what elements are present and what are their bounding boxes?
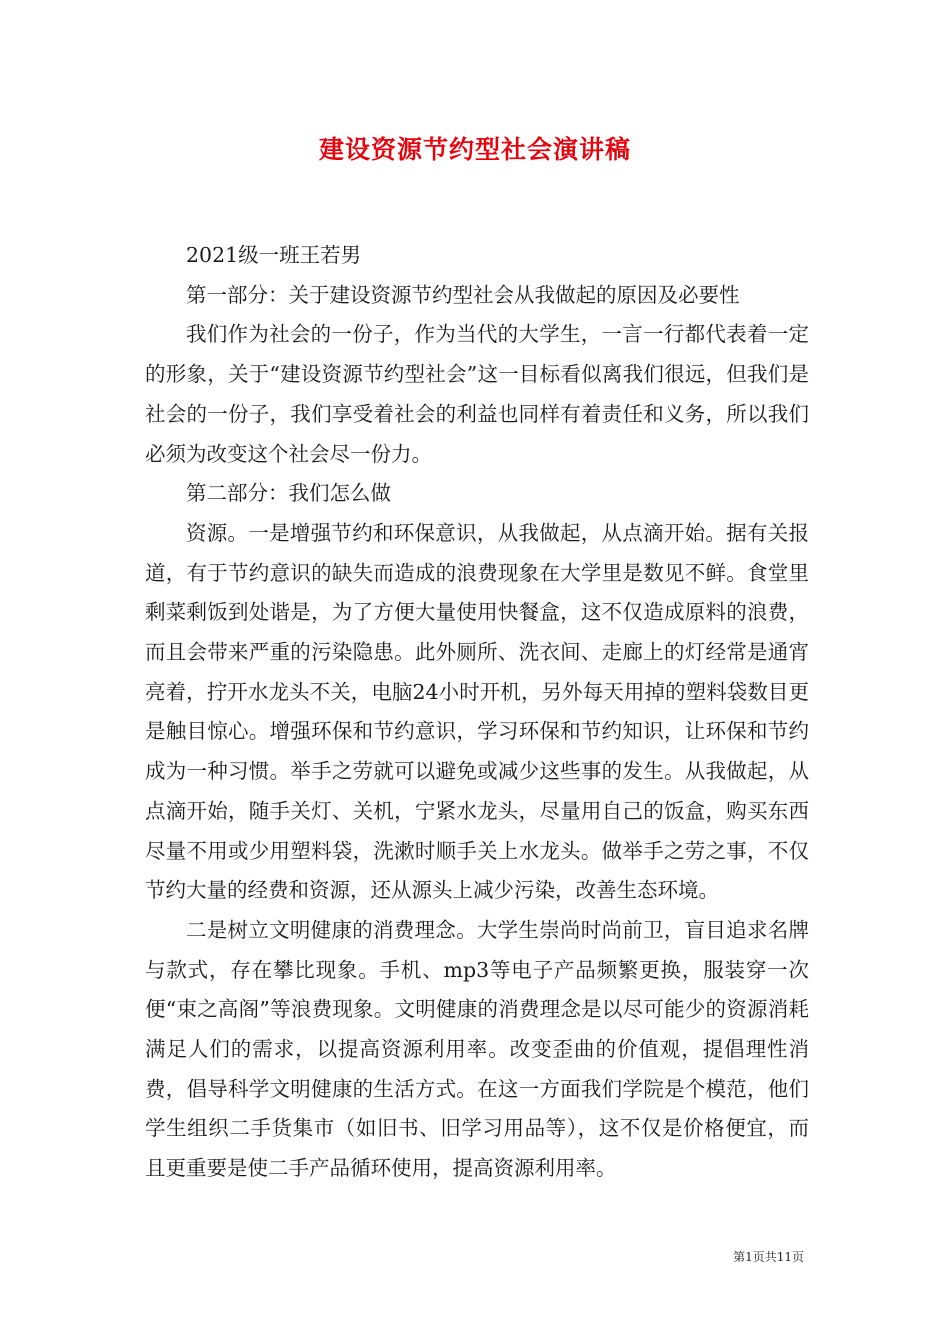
page-number-footer: 第1页共11页	[733, 1250, 804, 1264]
paragraph: 资源。一是增强节约和环保意识，从我做起，从点滴开始。据有关报道，有于节约意识的缺失而造成的浪费现象在大学里是数见不鲜。食堂里剩菜剩饭到处谐是，为了方便大量使用快餐盒，这不仅造成原料的浪费，而且会带来严重的污染隐患。此外厕所、洗衣间、走廊上的灯经常是通宵亮着，拧开水龙头不关，电脑24小时开机，另外每天用掉的塑料袋数目更是触目惊心。增强环保和节约意识，学习环保和节约知识，让环保和节约成为一种习惯。举手之劳就可以避免或减少这些事的发生。从我做起，从点滴开始，随手关灯、关机，宁紧水龙头，尽量用自己的饭盒，购买东西尽量不用或少用塑料袋，洗漱时顺手关上水龙头。做举手之劳之事，不仅节约大量的经费和资源，还从源头上减少污染，改善生态环境。	[145, 520, 809, 903]
document-title: 建设资源节约型社会演讲稿	[318, 135, 631, 164]
section-heading-1: 第一部分：关于建设资源节约型社会从我做起的原因及必要性	[186, 282, 740, 307]
section-heading-2: 第二部分：我们怎么做	[186, 481, 391, 506]
paragraph: 我们作为社会的一份子，作为当代的大学生，一言一行都代表着一定的形象，关于“建设资源节约型社会”这一目标看似离我们很远，但我们是社会的一份子，我们享受着社会的利益也同样有着责任和义务，所以我们必须为改变这个社会尽一份力。	[145, 322, 809, 466]
document-body	[145, 236, 809, 1189]
paragraph: 二是树立文明健康的消费理念。大学生崇尚时尚前卫，盲目追求名牌与款式，存在攀比现象。手机、mp3等电子产品频繁更换，服装穿一次便“束之高阁”等浪费现象。文明健康的消费理念是以尽可能少的资源消耗满足人们的需求，以提高资源利用率。改变歪曲的价值观，提倡理性消费，倡导科学文明健康的生活方式。在这一方面我们学院是个模范，他们学生组织二手货集市（如旧书、旧学习用品等），这不仅是价格便宜，而且更重要是使二手产品循环使用，提高资源利用率。	[145, 917, 809, 1181]
author-line: 2021级一班王若男	[186, 243, 362, 267]
